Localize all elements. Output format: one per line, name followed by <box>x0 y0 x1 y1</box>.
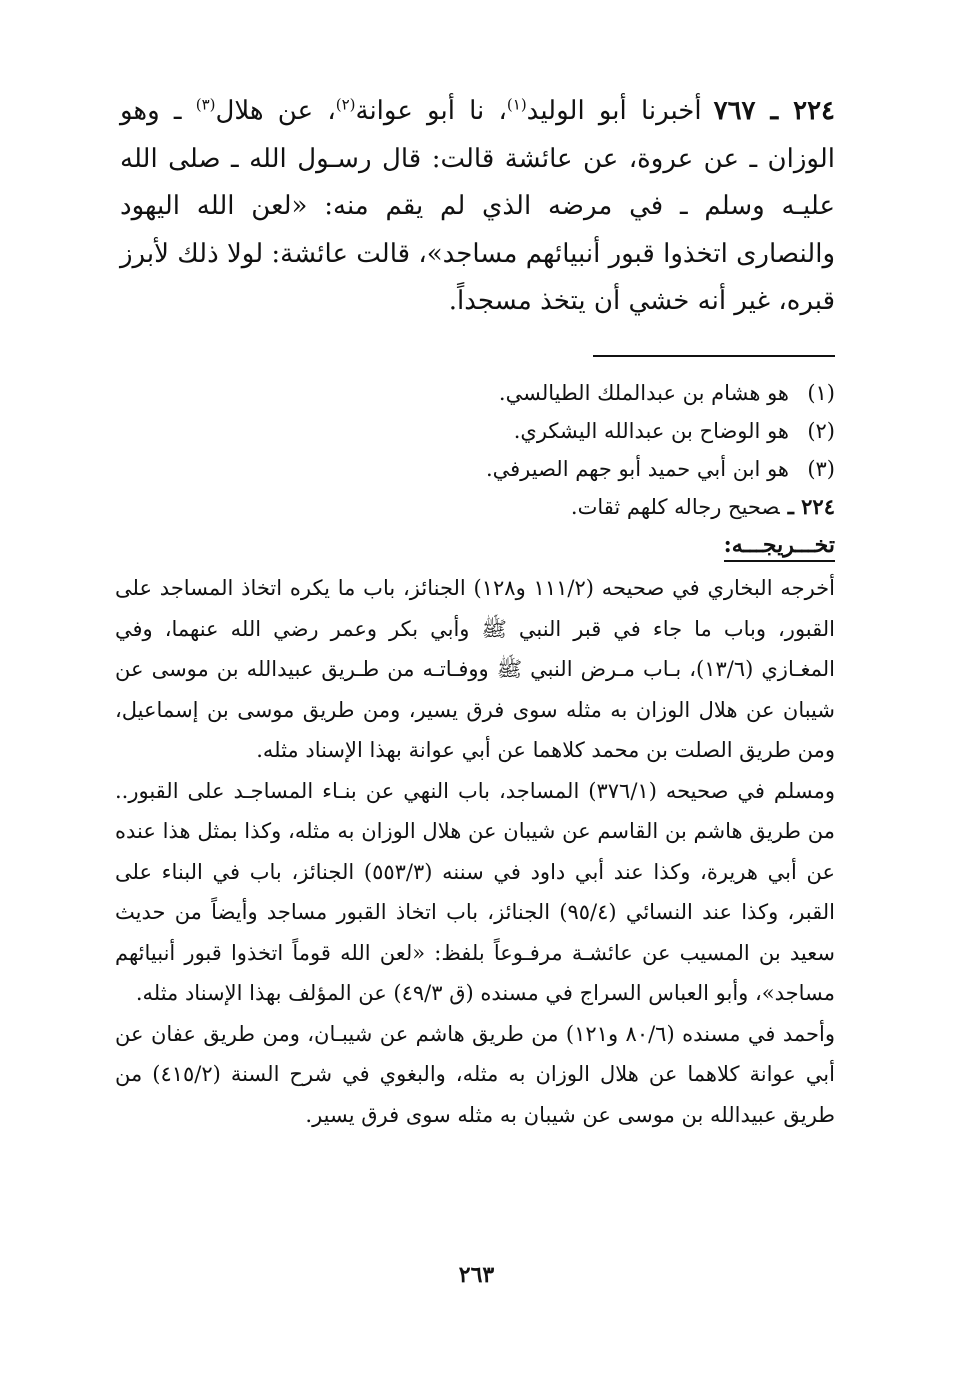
footnote-text: هو ابن أبي حميد أبو جهم الصيرفي. <box>485 457 789 481</box>
takhrij-paragraph: وأحمد في مسنده (٨٠/٦ و١٢١) من طريق هاشم عن شيبـان، ومن طريق عفان عن أبي عوانة كلاهما عن هلال الوزان به مثله، والبغوي في شرح السنة (٤١٥/٢) من طريق عبيدالله بن موسى عن شيبان به مثله سوى فرق يسير. <box>115 1021 835 1127</box>
hadith-segment: ، نا أبو عوانة <box>355 96 507 126</box>
hadith-text <box>120 88 835 326</box>
hadith-segment: أخبرنا أبو الوليد <box>526 96 702 126</box>
footnote <box>115 412 835 450</box>
footnotes-section <box>115 374 835 1135</box>
footnote-number: (١) <box>807 381 835 405</box>
takhrij-paragraph: أخرجه البخاري في صحيحه (١١١/٢ و١٢٨) الجنائز، باب ما يكره اتخاذ المساجد على القبور، وباب ما جاء في قبر النبي ﷺ وأبي بكر وعمر رضي الله عنهما، وفي المغـازي (١٣/٦)، بـاب مـرض النبي ﷺ ووفـاتـه من طـريق عبيدالله بن موسى عن شيبان عن هلال الوزان به مثله سوى فرق يسير، ومن طريق موسى بن إسماعيل، ومن طريق الصلت بن محمد كلاهما عن أبي عوانة بهذا الإسناد مثله. <box>115 576 835 762</box>
hadith-number: ٢٢٤ ـ ٧٦٧ <box>713 96 836 126</box>
hadith-segment: ـ وهو الوزان ـ عن عروة، عن عائشة قالت: قال رسـول الله ـ صلى الله عليـه وسلم ـ في مرضه الذي لم يقم منه: «لعن الله اليهود والنصارى اتخذوا قبور أنبيائهم مساجد»، قالت عائشة: لولا ذلك لأبرز قبره، غير أنه خشي أن يتخذ مسجداً. <box>120 96 835 316</box>
footnote-divider <box>593 355 835 357</box>
footnote-text: هو الوضاح بن عبدالله اليشكري. <box>513 419 789 443</box>
rijal-grading <box>115 488 835 526</box>
hadith-segment: ، عن هلال <box>215 96 336 126</box>
rijal-number: ٢٢٤ ـ <box>787 494 835 519</box>
footnote <box>115 374 835 412</box>
footnote-number: (٢) <box>807 419 835 443</box>
footnote-number: (٣) <box>807 457 835 481</box>
footnote-ref: (٢) <box>335 95 356 114</box>
page-number: ٢٦٣ <box>458 1262 495 1288</box>
footnote-text: هو هشام بن عبدالملك الطيالسي. <box>498 381 789 405</box>
rijal-text: صحيح رجاله كلهم ثقات. <box>570 495 780 519</box>
footnote-ref: (١) <box>506 95 527 114</box>
takhrij-heading: تخـــريجـــه: <box>724 530 835 562</box>
footnote-ref: (٣) <box>195 95 216 114</box>
takhrij-paragraph: ومسلم في صحيحه (٣٧٦/١) المساجد، باب النهي عن بنـاء المساجـد على القبور.. من طريق هاشم بن القاسم عن شيبان عن هلال الوزان به مثله، وكذا بمثل هذا عنده عن أبي هريرة، وكذا عند أبي داود في سننه (٥٥٣/٣) الجنائز، باب في البناء على القبر، وكذا عند النسائي (٩٥/٤) الجنائز، باب اتخاذ القبور مساجد وأيضاً من حديث سعيد بن المسيب عن عائشـة مرفـوعاً بلفظ: «لعن الله قوماً اتخذوا قبور أنبيائهم مساجد»، وأبو العباس السراج في مسنده (ق ٤٩/٣) عن المؤلف بهذا الإسناد مثله. <box>115 778 835 1005</box>
footnote <box>115 450 835 488</box>
